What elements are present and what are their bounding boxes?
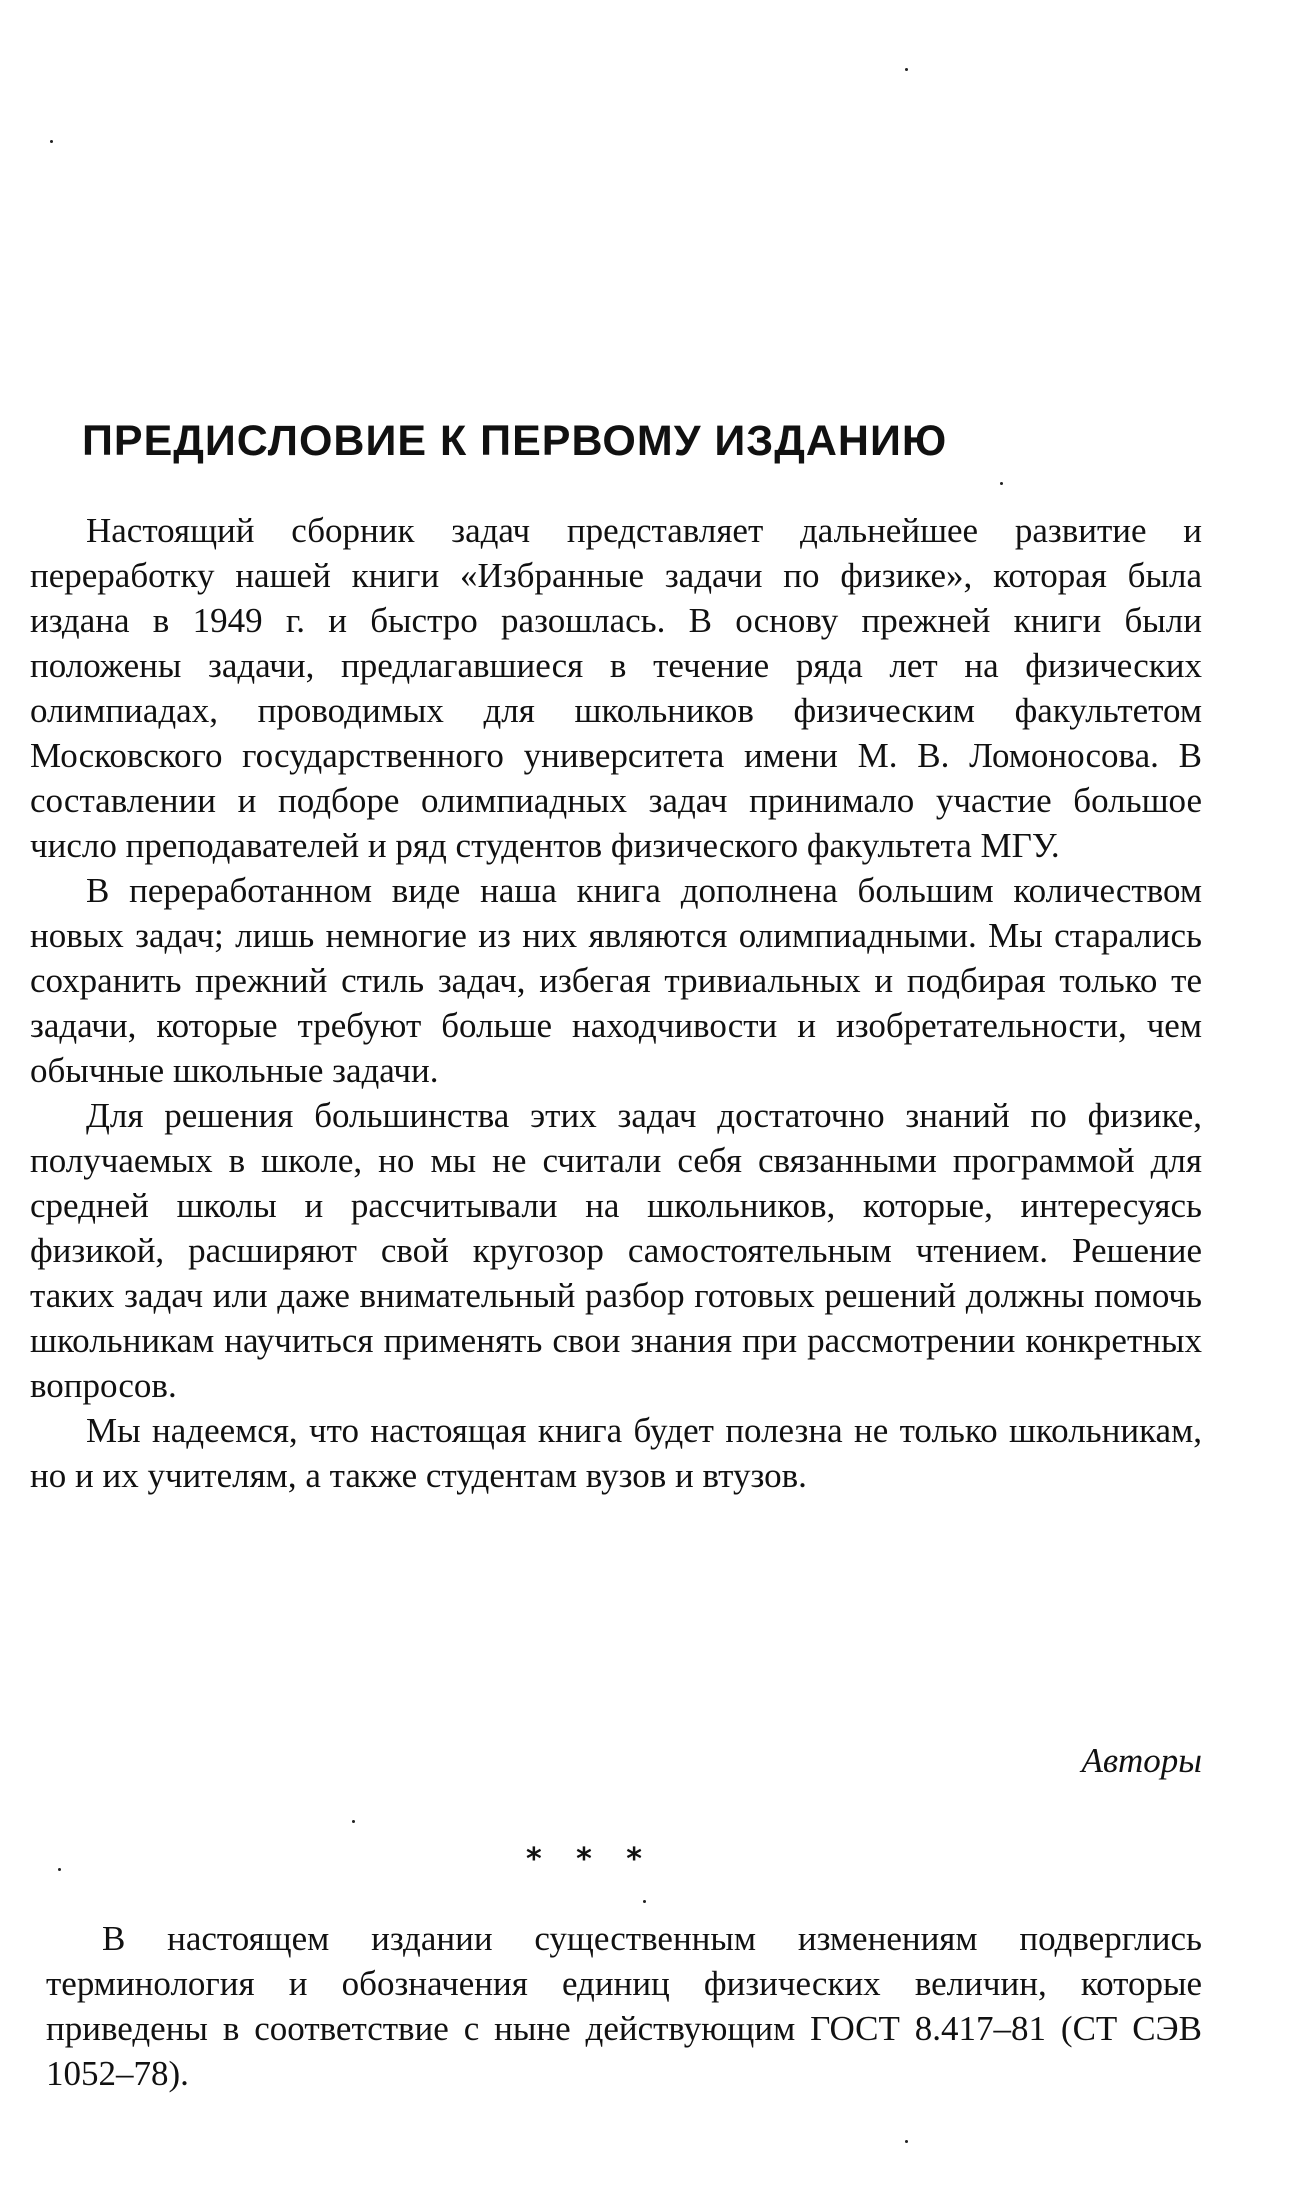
scan-speck xyxy=(905,68,908,71)
paragraph-1: Настоящий сборник задач представляет дальнейшее развитие и переработку нашей книги «Избранные задачи по физике», которая была издана в 1949 г. и быстро разошлась. В основу прежней книги были положены задачи, предлагавшиеся в течение ряда лет на физических олимпиадах, проводимых для школьников физическим факультетом Московского государственного университета имени М. В. Ломоносова. В составлении и подборе олимпиадных задач принимало участие большое число преподавателей и ряд студентов физического факультета МГУ. xyxy=(30,511,1202,865)
edition-note xyxy=(46,1916,1202,2096)
scan-speck xyxy=(905,2140,908,2143)
scan-speck xyxy=(352,1820,355,1823)
section-separator: * * * xyxy=(526,1842,654,1877)
paragraph-2: В переработанном виде наша книга дополнена большим количеством новых задач; лишь немногие из них являются олимпиадными. Мы старались сохранить прежний стиль задач, избегая тривиальных и подбирая только те задачи, которые требуют больше находчивости и изобретательности, чем обычные школьные задачи. xyxy=(30,871,1202,1090)
paragraph-3: Для решения большинства этих задач достаточно знаний по физике, получаемых в школе, но мы не считали себя связанными программой для средней школы и рассчитывали на школьников, которые, интересуясь физикой, расширяют свой кругозор самостоятельным чтением. Решение таких задач или даже внимательный разбор готовых решений должны помочь школьникам научиться применять свои знания при рассмотрении конкретных вопросов. xyxy=(30,1096,1202,1405)
edition-note-text: В настоящем издании существенным изменениям подверглись терминология и обозначения единиц физических величин, которые приведены в соответствие с ныне действующим ГОСТ 8.417–81 (СТ СЭВ 1052–78). xyxy=(46,1919,1202,2093)
scan-speck xyxy=(643,1900,646,1903)
authors-signature: Авторы xyxy=(1081,1741,1202,1780)
preface-body xyxy=(30,508,1202,1498)
paragraph-4: Мы надеемся, что настоящая книга будет полезна не только школьникам, но и их учителям, а также студентам вузов и втузов. xyxy=(30,1411,1202,1495)
scan-speck xyxy=(58,1868,61,1871)
scan-speck xyxy=(1000,482,1003,485)
page-title: ПРЕДИСЛОВИЕ К ПЕРВОМУ ИЗДАНИЮ xyxy=(82,417,948,465)
scan-speck xyxy=(50,140,53,143)
